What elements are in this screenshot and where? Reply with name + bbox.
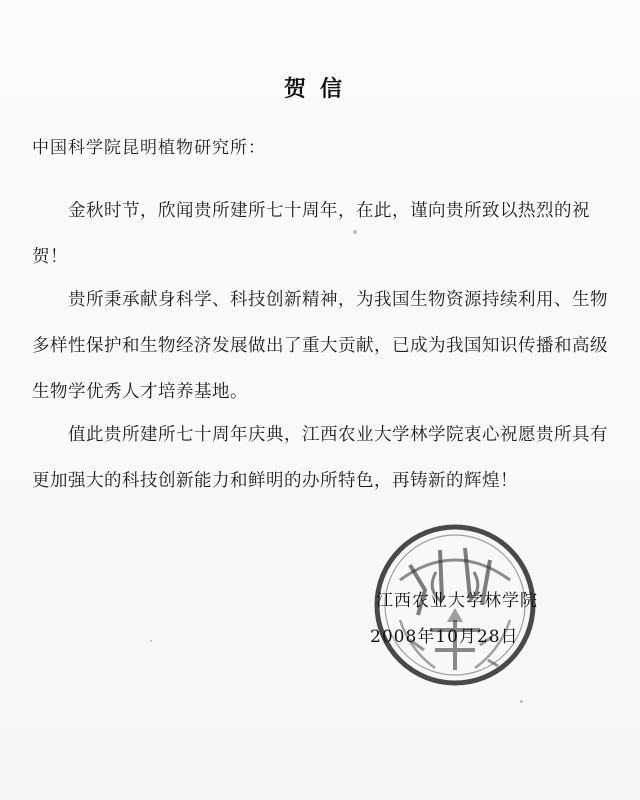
signature-block [300,520,620,690]
signature-date: 2008年10月28日 [370,627,519,647]
letter-title: 贺信 [283,76,356,102]
signature-organization: 江西农业大学林学院 [376,591,538,611]
salutation: 中国科学院昆明植物研究所： [32,138,266,158]
paragraph-2: 贵所秉承献身科学、科技创新精神，为我国生物资源持续利用、生物多样性保护和生物经济发展做出了重大贡献，已成为我国知识传播和高级生物学优秀人才培养基地。 [32,290,608,402]
paragraph-1: 金秋时节，欣闻贵所建所七十周年，在此，谨向贵所致以热烈的祝贺！ [32,201,590,267]
paragraph-3: 值此贵所建所七十周年庆典，江西农业大学林学院衷心祝愿贵所具有更加强大的科技创新能力和鲜明的办所特色，再铸新的辉煌！ [32,425,608,491]
